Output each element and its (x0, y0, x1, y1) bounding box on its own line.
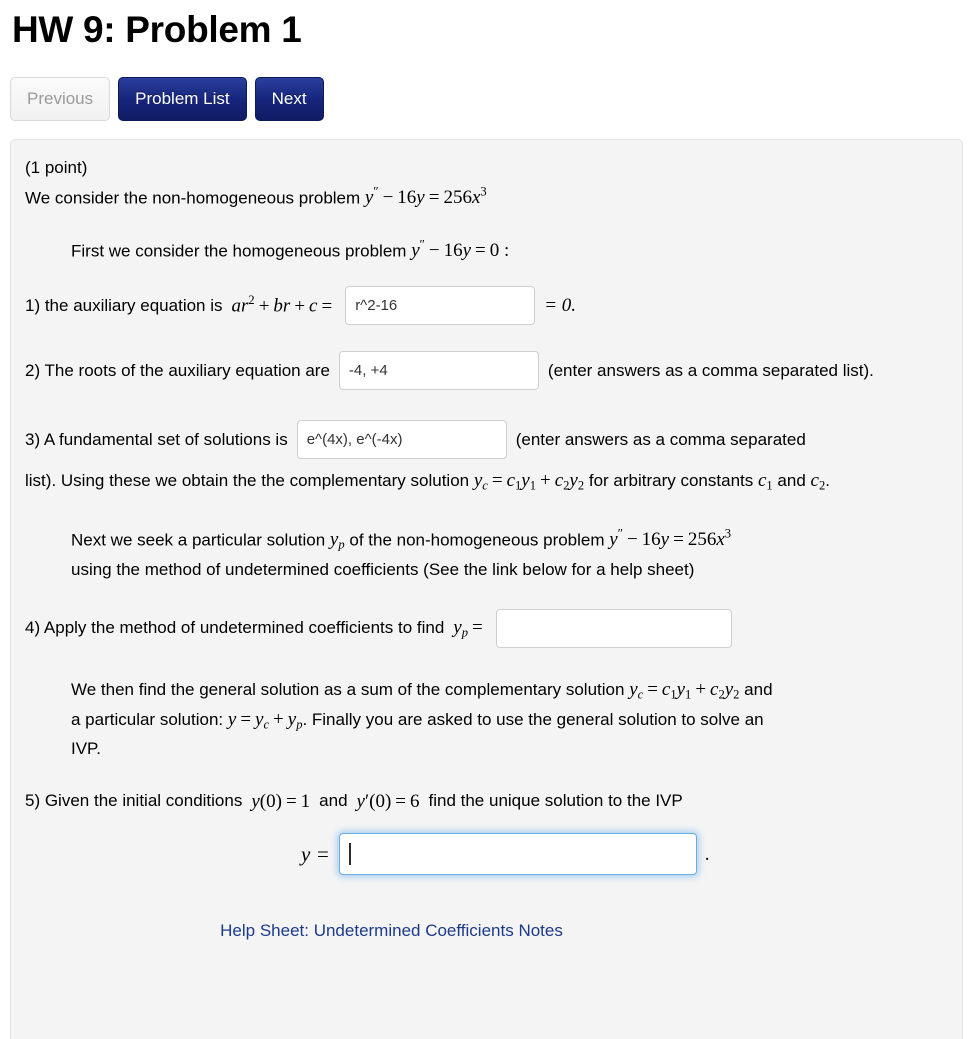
question-3-explanation (25, 467, 948, 495)
general-line2-b: . Finally you are asked to use the general solution to solve an (302, 710, 764, 730)
question-2-label: 2) The roots of the auxiliary equation are (25, 360, 330, 380)
final-answer-wrapper (339, 833, 697, 875)
question-4-row (25, 609, 948, 648)
question-1-equals-zero: = 0. (544, 295, 577, 317)
point-value: (1 point) (25, 158, 88, 177)
general-line2-a: a particular solution: (71, 710, 224, 730)
initial-condition-1: y(0) = 1 (251, 790, 311, 812)
question-5-label-a: 5) Given the initial conditions (25, 791, 243, 811)
constant-c2: $c_2$ (810, 470, 826, 493)
auxiliary-equation-input[interactable] (345, 286, 535, 325)
nonhomogeneous-equation-2: $y'' - 16y = 256x^3$ (609, 527, 732, 551)
question-5-row (25, 788, 948, 816)
seek-line1-b: of the non-homogeneous problem (349, 530, 605, 550)
question-3-and: and (777, 471, 806, 491)
question-3-note-part1: (enter answers as a comma separated (515, 429, 806, 449)
question-3-note-part3: for arbitrary constants (588, 471, 754, 491)
question-1-row (25, 286, 948, 325)
problem-intro-equation: $y'' - 16y = 256x^3$ (364, 184, 487, 208)
complementary-solution-equation: $y_c = c_1y_1 + c_2y_2$ (473, 470, 585, 493)
y-equals-label: y = (301, 842, 330, 867)
general-solution-equation: $y = y_c + y_p$ (227, 709, 303, 732)
question-3-period: . (825, 471, 830, 491)
question-4-label: 4) Apply the method of undetermined coefficients to find (25, 617, 445, 637)
homogeneous-intro (71, 236, 948, 265)
homogeneous-intro-text: First we consider the homogeneous problem (71, 240, 407, 260)
problem-list-button[interactable]: Problem List (118, 77, 246, 121)
general-line2 (71, 706, 948, 734)
problem-intro (25, 183, 948, 212)
question-3-row (25, 420, 948, 459)
next-button[interactable]: Next (255, 77, 324, 121)
general-line3: IVP. (71, 739, 101, 759)
general-line1-b: and (744, 679, 773, 699)
question-5-and: and (319, 791, 348, 811)
question-2-note: (enter answers as a comma separated list). (547, 360, 874, 380)
help-sheet-link[interactable]: Help Sheet: Undetermined Coefficients Notes (220, 921, 563, 941)
general-line1-a: We then find the general solution as a sum of the complementary solution (71, 679, 625, 699)
particular-solution-input[interactable] (496, 609, 732, 648)
yp-equals: $y_p$ = (453, 617, 483, 640)
seek-line2: using the method of undetermined coefficients (See the link below for a help sheet) (71, 560, 695, 580)
problem-panel (10, 139, 963, 1039)
initial-condition-2: y′(0) = 6 (356, 790, 420, 812)
yp-symbol-1: $y_p$ (329, 529, 345, 552)
ivp-solution-input[interactable] (339, 833, 697, 875)
text-cursor (349, 843, 351, 865)
previous-button[interactable]: Previous (10, 77, 110, 121)
question-3-note-part2: list). Using these we obtain the the complementary solution (25, 471, 470, 491)
final-period: . (704, 843, 710, 865)
constant-c1: $c_1$ (757, 470, 773, 493)
final-answer-row (301, 833, 948, 875)
help-link-container (25, 919, 948, 944)
problem-intro-text: We consider the non-homogeneous problem (25, 187, 361, 207)
navigation-button-bar (0, 54, 973, 121)
homogeneous-equation: y″ − 16y = 0 : (411, 237, 510, 261)
question-1-equation: $ar^2$ + br + c = (231, 293, 333, 317)
question-3-label: 3) A fundamental set of solutions is (25, 429, 288, 449)
question-2-row (25, 351, 948, 390)
complementary-solution-equation-2: $y_c = c_1y_1 + c_2y_2$ (629, 678, 740, 702)
particular-solution-intro (71, 525, 948, 583)
question-5-label-c: find the unique solution to the IVP (428, 791, 683, 811)
general-solution-explanation (71, 676, 948, 762)
roots-input[interactable] (339, 351, 539, 390)
question-1-label: 1) the auxiliary equation is (25, 295, 223, 315)
seek-line1-a: Next we seek a particular solution (71, 530, 326, 550)
page-title: HW 9: Problem 1 (12, 9, 302, 50)
fundamental-set-input[interactable] (297, 420, 507, 459)
